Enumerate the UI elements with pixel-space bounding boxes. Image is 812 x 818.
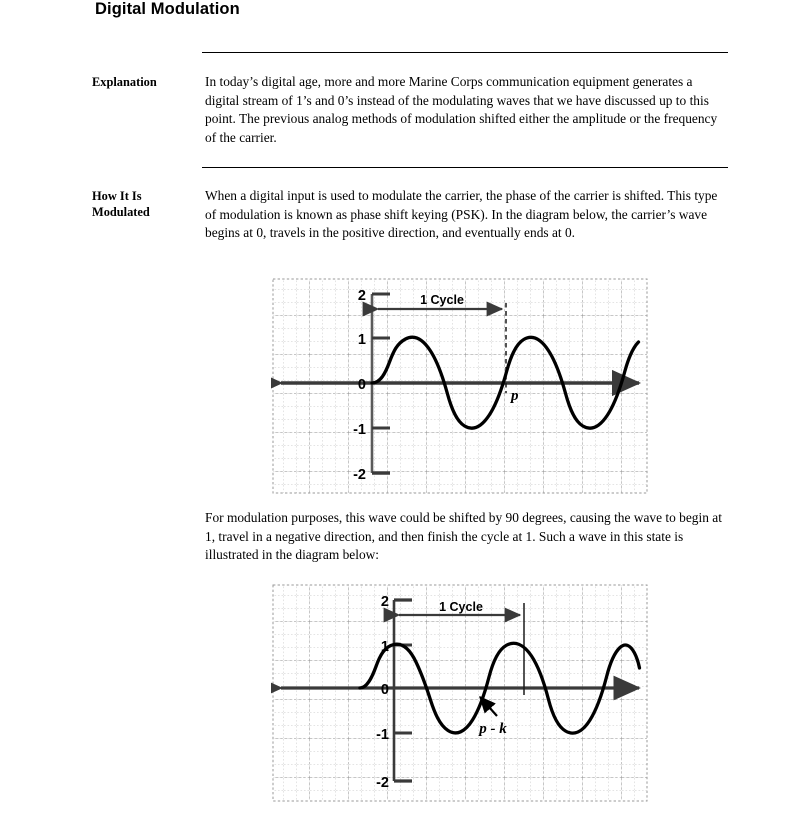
section-divider-top — [202, 52, 728, 53]
ytick-label-neg2: -2 — [376, 775, 389, 791]
interstitial-paragraph: For modulation purposes, this wave could be shifted by 90 degrees, causing the wave to begin at 1, travel in a negative direction, and then finish the cycle at 1. Such a wave in this state is illustrated in the diagram below: — [205, 510, 722, 563]
section-body-how-it-is-modulated: When a digital input is used to modulate the carrier, the phase of the carrier is shifted. This type of modulation is known as phase shift keying (PSK). In the diagram below, the carrier’s wave begins at 0, travels in the positive direction, and eventually ends at 0. — [205, 188, 718, 241]
phase-point-label: p — [511, 388, 519, 404]
figure-sine-wave-phase-zero — [271, 277, 649, 495]
ytick-label-0: 0 — [380, 682, 389, 698]
section-label-line-1: How It Is — [92, 189, 142, 203]
chart-grid — [273, 279, 647, 493]
ytick-label-neg1: -1 — [353, 422, 366, 438]
cycle-span-label: 1 Cycle — [420, 293, 464, 307]
phase-point-label: p - k — [479, 721, 507, 737]
ytick-label-1: 1 — [380, 639, 389, 655]
section-label-how-it-is-modulated — [92, 189, 196, 220]
section-divider-middle — [202, 167, 728, 168]
ytick-label-0: 0 — [357, 377, 366, 393]
ytick-label-2: 2 — [380, 594, 389, 610]
ytick-label-neg1: -1 — [376, 727, 389, 743]
ytick-label-1: 1 — [357, 332, 366, 348]
section-label-line-2: Modulated — [92, 204, 150, 219]
chart-grid — [273, 585, 647, 801]
figure-cosine-wave-phase-shifted — [271, 583, 649, 803]
section-body-explanation: In today’s digital age, more and more Marine Corps communication equipment generates a digital stream of 1’s and 0’s instead of the modulating waves that we have discussed up to this point. The previous analog methods of modulation shifted either the amplitude or the frequency of the carrier. — [205, 74, 718, 145]
ytick-label-neg2: -2 — [353, 467, 366, 483]
cycle-span-label: 1 Cycle — [439, 600, 483, 614]
section-label-explanation: Explanation — [92, 75, 157, 89]
ytick-label-2: 2 — [357, 288, 366, 304]
page-title: Digital Modulation — [95, 0, 240, 18]
